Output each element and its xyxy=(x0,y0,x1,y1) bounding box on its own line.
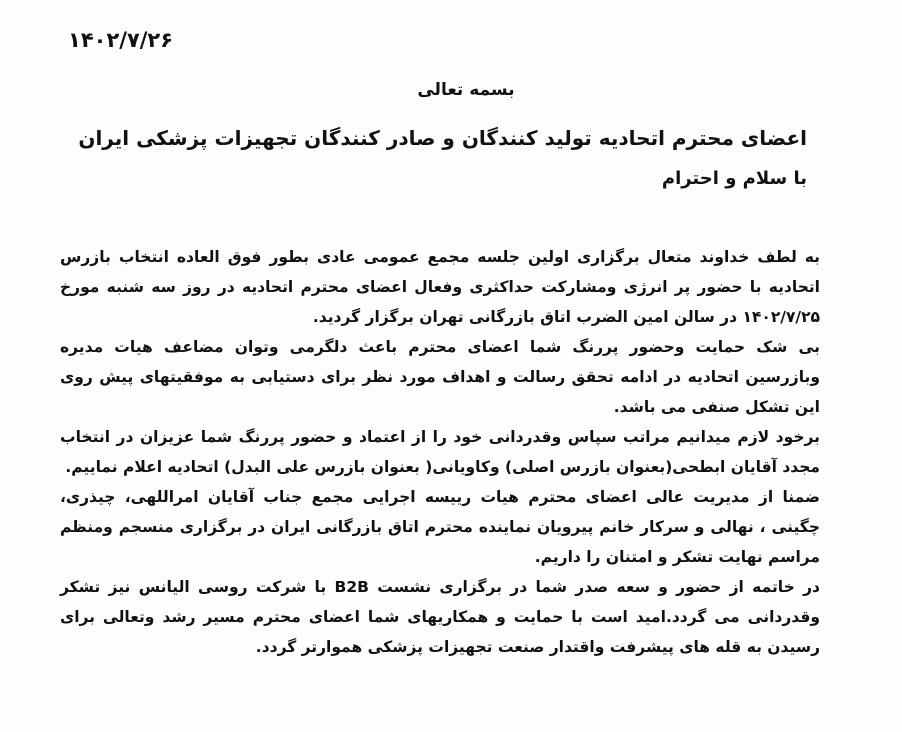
letter-body xyxy=(60,242,820,662)
paragraph-2: بی شک حمایت وحضور پررنگ شما اعضای محترم باعث دلگرمی وتوان مضاعف هیات مدیره وبازرسین اتحادیه در ادامه تحقق رسالت و اهداف مورد نظر برای دستیابی به موفقیتهای پیش روی این تشکل صنفی می باشد. xyxy=(60,338,820,416)
paragraph-5: در خاتمه از حضور و سعه صدر شما در برگزاری نشست B2B با شرکت روسی الیانس نیز تشکر وقدردانی می گردد.امید است با حمایت و همکاریهای شما اعضای محترم مسیر رشد وتعالی برای رسیدن به قله های پیشرفت واقتدار صنعت تجهیزات پزشکی هموارتر گردد. xyxy=(60,578,820,656)
greeting: با سلام و احترام xyxy=(661,168,807,189)
paragraph-4: ضمنا از مدیریت عالی اعضای محترم هیات رییسه اجرایی مجمع جناب آقایان امراللهی، چیذری، چگینی ، نهالی و سرکار خانم پیرویان نماینده محترم اتاق بازرگانی ایران در برگزاری منسجم ومنظم مراسم نهایت تشکر و امتنان را داریم. xyxy=(60,488,820,566)
paragraph-3: برخود لازم میدانیم مراتب سپاس وقدردانی خود را از اعتماد و حضور پررنگ شما عزیزان در انتخاب مجدد آقایان ابطحی(بعنوان بازرس اصلی) وکاویانی( بعنوان بازرس علی البدل) اتحادیه اعلام نماییم. xyxy=(60,428,820,476)
paragraph-1: به لطف خداوند متعال برگزاری اولین جلسه مجمع عمومی عادی بطور فوق العاده انتخاب بازرس اتحادیه با حضور پر انرژی ومشارکت حداکثری وفعال اعضای محترم اتحادیه در روز سه شنبه مورخ ۱۴۰۲/۷/۲۵ در سالن امین الضرب اتاق بازرگانی تهران برگزار گردید. xyxy=(60,248,820,326)
letter-date: ۱۴۰۲/۷/۲۶ xyxy=(68,28,174,52)
recipient-line: اعضای محترم اتحادیه تولید کنندگان و صادر کنندگان تجهیزات پزشکی ایران xyxy=(78,126,807,150)
invocation: بسمه تعالی xyxy=(417,80,515,100)
